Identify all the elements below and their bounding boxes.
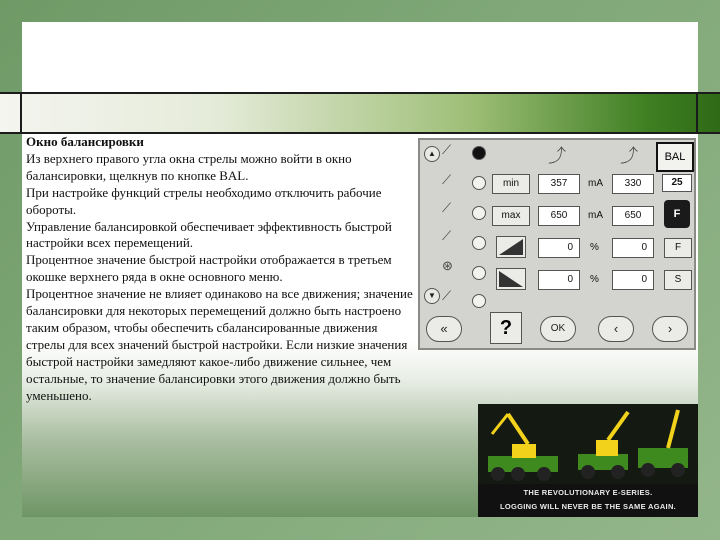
- unit-label: %: [590, 274, 599, 285]
- function-radio[interactable]: [472, 236, 486, 250]
- boom-function-icon: ⟋: [442, 172, 452, 187]
- max-button[interactable]: max: [492, 206, 530, 226]
- scroll-up-icon[interactable]: ▲: [424, 146, 440, 162]
- value-field[interactable]: 0: [538, 238, 580, 258]
- crane-icon: ⤴: [620, 146, 638, 166]
- scroll-down-icon[interactable]: ▼: [424, 288, 440, 304]
- f-badge: F: [664, 200, 690, 228]
- function-radio[interactable]: [472, 146, 486, 160]
- boom-function-icon: ⟋: [442, 228, 452, 243]
- paragraph: При настройке функций стрелы необходимо отключить рабочие обороты.: [26, 184, 382, 217]
- function-radio[interactable]: [472, 206, 486, 220]
- boom-function-icon: ⟋: [442, 200, 452, 215]
- balance-window: [418, 138, 696, 350]
- min-button[interactable]: min: [492, 174, 530, 194]
- function-radio[interactable]: [472, 266, 486, 280]
- value-field[interactable]: 0: [612, 238, 654, 258]
- value-field[interactable]: 650: [538, 206, 580, 226]
- tagline-line2: LOGGING WILL NEVER BE THE SAME AGAIN.: [499, 502, 677, 511]
- unit-label: mA: [588, 178, 603, 189]
- slow-button[interactable]: S: [664, 270, 692, 290]
- slide-text: [26, 134, 418, 405]
- value-field[interactable]: 650: [612, 206, 654, 226]
- value-field[interactable]: 330: [612, 174, 654, 194]
- function-radio[interactable]: [472, 176, 486, 190]
- value-field[interactable]: 357: [538, 174, 580, 194]
- section-heading: Окно балансировки: [26, 134, 144, 149]
- band-divider-left: [20, 92, 22, 134]
- next-button[interactable]: ›: [652, 316, 688, 342]
- crane-icon: ⤴: [548, 146, 566, 166]
- unit-label: %: [590, 242, 599, 253]
- previous-button[interactable]: ‹: [598, 316, 634, 342]
- back-button[interactable]: «: [426, 316, 462, 342]
- band-divider-right: [696, 92, 698, 134]
- tagline-line1: THE REVOLUTIONARY E-SERIES.: [523, 488, 653, 497]
- ramp-down-icon[interactable]: [496, 268, 526, 290]
- decorative-band: [0, 92, 720, 134]
- ramp-down-graphic: [497, 269, 525, 289]
- value-field[interactable]: 0: [538, 270, 580, 290]
- help-button[interactable]: ?: [490, 312, 522, 344]
- fast-button[interactable]: F: [664, 238, 692, 258]
- ok-button[interactable]: OK: [540, 316, 576, 342]
- ramp-up-icon[interactable]: [496, 236, 526, 258]
- slide-title-area: [22, 22, 698, 92]
- bal-button[interactable]: BAL: [656, 142, 694, 172]
- paragraph: Управление балансировкой обеспечивает эффективность быстрой настройки всех перемещений.: [26, 218, 392, 251]
- ramp-up-graphic: [497, 237, 525, 257]
- function-radio[interactable]: [472, 294, 486, 308]
- boom-function-icon: ⟋: [442, 288, 452, 303]
- paragraph: Из верхнего правого угла окна стрелы можно войти в окно балансировки, щелкнув по кнопке BAL.: [26, 150, 352, 183]
- boom-function-icon: ⊛: [442, 258, 453, 273]
- paragraph: Процентное значение не влияет одинаково на все движения; значение балансировки для некоторых перемещений должно быть настроено таким образом, чтобы обеспечить сбалансированные движения стрелы для всех значений быстрой настройки. Если низкие значения быстрой настройки замедляют какое-либо движение сильнее, чем остальные, то значение балансировки этого движения должно быть уменьшено.: [26, 286, 413, 403]
- percent-badge: 25: [662, 174, 692, 192]
- boom-function-icon: ⟋: [442, 142, 452, 157]
- unit-label: mA: [588, 210, 603, 221]
- paragraph: Процентное значение быстрой настройки отображается в третьем окошке верхнего ряда в окне основного меню.: [26, 252, 392, 285]
- value-field[interactable]: 0: [612, 270, 654, 290]
- slide-content: [22, 134, 698, 517]
- forestry-machines-image: [478, 404, 698, 484]
- machinery-banner: [478, 404, 698, 517]
